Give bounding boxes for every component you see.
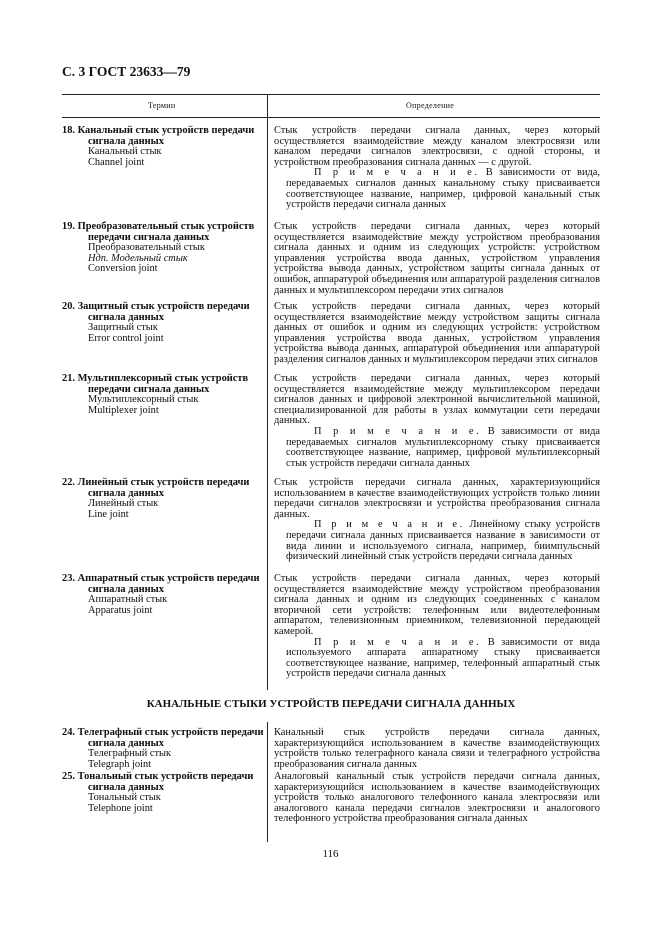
definition-entry (274, 728, 600, 770)
definition-text: Стык устройств передачи сигнала данных, через который осуществляется взаимодействие между мультиплексором передачи сигналов данных и цифровой электронной вычислительной машиной, специализированной для работы в узлах коммутации сети передачи данных. (274, 373, 600, 427)
term-english: Multiplexer joint (88, 404, 159, 416)
top-rule (62, 94, 600, 95)
header-rule (62, 117, 600, 118)
term-entry (62, 374, 267, 416)
term-synonym: Преобразовательный стык (88, 242, 205, 254)
column-header-definition: Определение (406, 101, 455, 110)
term-synonym: Защитный стык (88, 322, 158, 334)
term-english: Channel joint (88, 156, 145, 168)
term-deprecated: Ндп. Модельный стык (88, 252, 188, 264)
definition-text: Стык устройств передачи сигнала данных, через который осуществляется взаимодействие между устройством защиты сигнала данных от ошибок и одним из следующих устройств: устройством управления устройства ввода данных, устройством управления устройства вывода данных, аппаратурой объединения или аппаратурой разделения сигналов данных и мультиплексором передачи этих сигналов (274, 301, 600, 365)
column-header-term: Термин (148, 101, 176, 110)
definition-entry (274, 302, 600, 366)
term-synonym: Аппаратный стык (88, 594, 168, 606)
term-entry (62, 728, 267, 770)
note-text: П р и м е ч а н и е. В зависимости от вида передаваемых сигналов мультиплексорному стыку присваивается соответствующее название, например, цифровой мультиплексорный стык устройств передачи сигнала данных (286, 425, 600, 469)
definition-entry (274, 222, 600, 296)
note-text: П р и м е ч а н и е. Линейному стыку устройств передачи сигнала данных присваивается название в зависимости от вида линии и используемого сигнала, например, биимпульсный физический линейный стык устройств передачи сигнала данных (286, 519, 600, 563)
term-entry (62, 772, 267, 814)
term-english: Telephone joint (88, 802, 153, 814)
term-name: 23. Аппаратный стык устройств передачи сигнала данных (62, 573, 260, 595)
term-english: Line joint (88, 508, 129, 520)
page-number: 116 (322, 848, 339, 860)
term-name: 18. Канальный стык устройств передачи сигнала данных (62, 125, 255, 147)
definition-text: Стык устройств передачи сигнала данных, через который осуществляется взаимодействие между устройством преобразования сигнала данных и одним из следующих устройств: устройством управления устройства ввода данных, устройством управления устройства вывода данных, устройством защиты сигнала данных от ошибок, аппаратурой объединения или аппаратурой разделения сигналов данных и мультиплексором передачи этих сигналов (274, 221, 600, 296)
definition-text: Стык устройств передачи сигнала данных, через который осуществляется взаимодействие между каналом электросвязи или каналом передачи сигналов электросвязи, с одной стороны, и устройством преобразования сигнала данных — с другой. (274, 125, 600, 168)
definition-text: Аналоговый канальный стык устройств передачи сигнала данных, характеризующийся использованием в качестве взаимодействующих устройств только аналогового телефонного канала электросвязи или аналогового канала передачи сигналов электросвязи и аналогового телефонного устройства преобразования сигнала данных (274, 771, 600, 825)
page-header: С. 3 ГОСТ 23633—79 (62, 64, 191, 79)
definition-entry (274, 478, 600, 563)
term-name: 21. Мультиплексорный стык устройств передачи сигнала данных (62, 373, 249, 395)
term-synonym: Тональный стык (88, 792, 161, 804)
definition-entry (274, 772, 600, 825)
section-title: КАНАЛЬНЫЕ СТЫКИ УСТРОЙСТВ ПЕРЕДАЧИ СИГНАЛА ДАННЫХ (146, 698, 516, 710)
term-name: 24. Телеграфный стык устройств передачи сигнала данных (62, 727, 264, 749)
term-synonym: Канальный стык (88, 146, 162, 158)
term-name: 19. Преобразовательный стык устройств передачи сигнала данных (62, 221, 255, 243)
column-divider (267, 722, 268, 842)
note-text: П р и м е ч а н и е. В зависимости от вида, передаваемых сигналов данных канальному стыку присваивается соответствующее название, например, цифровой канальный стык устройств передачи сигнала данных (286, 167, 600, 211)
definition-text: Стык устройств передачи сигнала данных, характеризующийся использованием в качестве взаимодействующих устройств только линии передачи сигналов электросвязи и устройства преобразования сигнала данных. (274, 477, 600, 520)
term-entry (62, 302, 267, 344)
definition-entry (274, 126, 600, 211)
term-english: Telegraph joint (88, 758, 152, 770)
definition-text: Стык устройств передачи сигнала данных, через который осуществляется взаимодействие между устройством преобразования сигнала данных и одним из следующих соединенных с каналом вторичной сети устройств: телефонным или видеотелефонным аппаратом, телевизионным приемником, телевизионной передающей камерой. (274, 573, 600, 637)
term-entry (62, 222, 267, 275)
term-english: Error control joint (88, 332, 164, 344)
note-text: П р и м е ч а н и е. В зависимости от вида используемого аппарата аппаратному стыку присваивается соответствующее название, например, телефонный аппаратный стык устройств передачи сигнала данных (286, 636, 600, 680)
definition-entry (274, 374, 600, 469)
definition-text: Канальный стык устройств передачи сигнала данных, характеризующийся использованием в качестве взаимодействующих устройств только телеграфного канала связи и телеграфного устройства преобразования сигнала данных (274, 727, 600, 770)
term-entry (62, 478, 267, 520)
term-english: Apparatus joint (88, 604, 153, 616)
term-synonym: Телеграфный стык (88, 748, 172, 760)
term-entry (62, 574, 267, 616)
term-entry (62, 126, 267, 168)
term-name: 22. Линейный стык устройств передачи сигнала данных (62, 477, 250, 499)
term-name: 25. Тональный стык устройств передачи сигнала данных (62, 771, 254, 793)
column-divider (267, 94, 268, 690)
term-english: Conversion joint (88, 263, 158, 275)
term-name: 20. Защитный стык устройств передачи сигнала данных (62, 301, 250, 323)
definition-entry (274, 574, 600, 680)
term-synonym: Мультиплексорный стык (88, 394, 199, 406)
term-synonym: Линейный стык (88, 498, 159, 510)
